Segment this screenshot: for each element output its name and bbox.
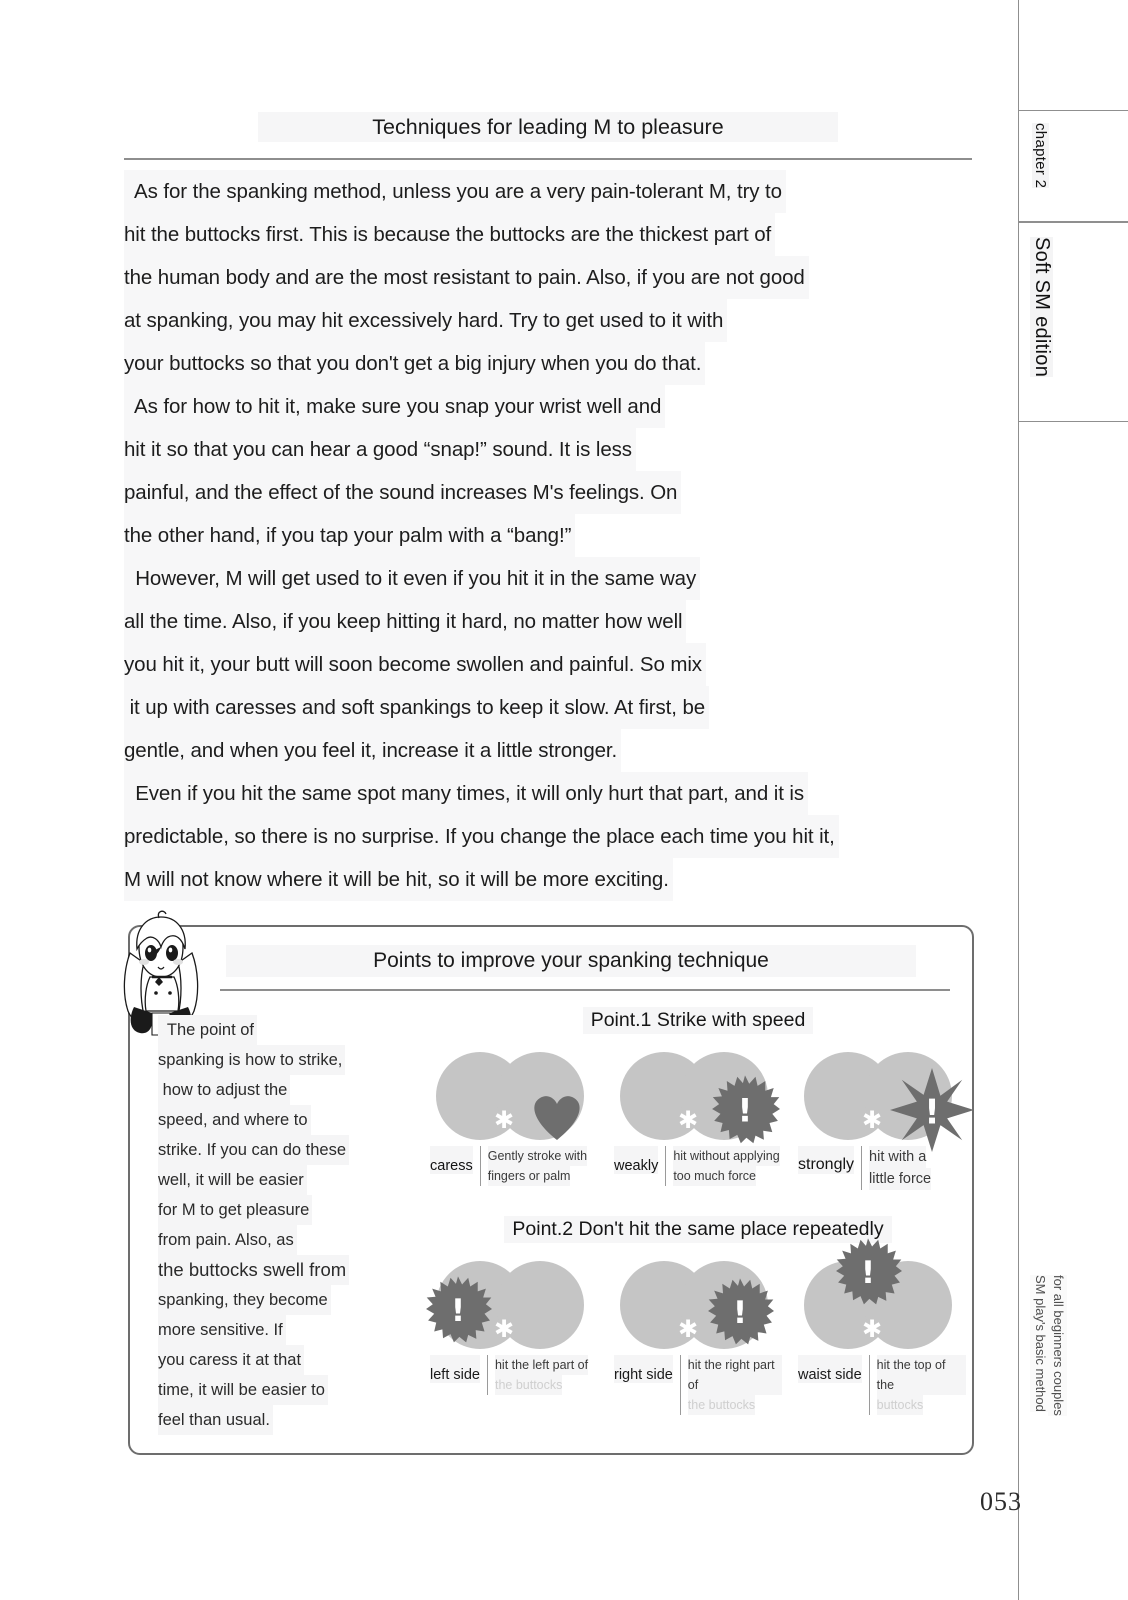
body-line: at spanking, you may hit excessively hard. Try to get used to it with [124, 299, 727, 342]
body-line: However, M will get used to it even if you hit it in the same way [124, 557, 700, 600]
body-copy [124, 170, 974, 901]
caption-divider [680, 1355, 681, 1415]
caption-divider [665, 1146, 666, 1186]
exclamation-icon: ! [732, 1295, 748, 1332]
point2-description [495, 1355, 588, 1395]
point1-description [488, 1146, 587, 1186]
caption-divider [487, 1355, 488, 1395]
caption-divider [869, 1355, 870, 1415]
point2-keyword: right side [614, 1355, 673, 1383]
desc-line-1: hit the top of the [877, 1355, 966, 1395]
point2-caption-waist-side [798, 1355, 966, 1415]
exclamation-icon: ! [450, 1293, 466, 1330]
burst-small-mark [710, 1074, 780, 1144]
point2-keyword: left side [430, 1355, 480, 1383]
point2-caption-right-side [614, 1355, 782, 1415]
body-line: all the time. Also, if you keep hitting it hard, no matter how well [124, 600, 686, 643]
point2-item-waist-side [798, 1255, 966, 1415]
footer-rail-line1: SM play's basic method [1030, 1275, 1049, 1412]
desc-line-1: hit without applying [673, 1146, 779, 1166]
body-line: hit the buttocks first. This is because the buttocks are the thickest part of [124, 213, 775, 256]
body-line: it up with caresses and soft spankings to keep it slow. At first, be [124, 686, 709, 729]
point1-caption-weakly [614, 1146, 782, 1186]
caption-divider [480, 1146, 481, 1186]
page-title: Techniques for leading M to pleasure [258, 112, 838, 142]
asterisk-icon: ✱ [677, 1315, 699, 1343]
point1-heading: Point.1 Strike with speed [583, 1007, 814, 1034]
body-line: gentle, and when you feel it, increase it a little stronger. [124, 729, 621, 772]
panel-side-line: The point of [158, 1015, 257, 1045]
heart-mark [526, 1082, 588, 1144]
panel-side-line: you caress it at that [158, 1345, 304, 1375]
desc-line-1: hit the left part of [495, 1355, 588, 1375]
desc-line-1: hit with a [869, 1146, 926, 1168]
body-line: painful, and the effect of the sound increases M's feelings. On [124, 471, 681, 514]
caption-divider [861, 1146, 862, 1190]
panel-side-line: the buttocks swell from [158, 1255, 349, 1285]
panel-side-text [158, 1015, 420, 1435]
side-tab-chapter-label: chapter 2 [1032, 123, 1049, 189]
point1-row [430, 1046, 966, 1190]
desc-line-2: little force [869, 1168, 931, 1190]
footer-rail-text [1030, 1275, 1049, 1412]
point1-keyword: strongly [798, 1146, 854, 1174]
body-line: the other hand, if you tap your palm with a “bang!” [124, 514, 575, 557]
side-tab-edition [1018, 222, 1128, 422]
body-line: predictable, so there is no surprise. If you change the place each time you hit it, [124, 815, 839, 858]
point1-keyword: caress [430, 1146, 473, 1174]
panel-side-line: how to adjust the [158, 1075, 290, 1105]
panel-side-line: from pain. Also, as [158, 1225, 297, 1255]
point1-description [869, 1146, 931, 1190]
asterisk-icon: ✱ [861, 1106, 883, 1134]
desc-line-2: buttocks [877, 1395, 924, 1415]
point2-keyword: waist side [798, 1355, 862, 1383]
panel-side-line: speed, and where to [158, 1105, 311, 1135]
body-line: As for the spanking method, unless you are a very pain-tolerant M, try to [124, 170, 786, 213]
exclamation-icon: ! [737, 1091, 753, 1130]
title-divider [124, 158, 972, 160]
point2-caption-left-side [430, 1355, 598, 1395]
burst-spiky-mark [890, 1068, 974, 1152]
point2-row [430, 1255, 966, 1415]
burst-small-mark [424, 1275, 492, 1343]
body-line: Even if you hit the same spot many times, it will only hurt that part, and it is [124, 772, 808, 815]
panel-side-line: more sensitive. If [158, 1315, 286, 1345]
point1-caption-caress [430, 1146, 598, 1186]
point2-item-right-side [614, 1255, 782, 1415]
body-line: M will not know where it will be hit, so it will be more exciting. [124, 858, 673, 901]
body-line: your buttocks so that you don't get a big injury when you do that. [124, 342, 705, 385]
point1-item-caress [430, 1046, 598, 1190]
points-panel [128, 925, 974, 1455]
panel-side-line: spanking, they become [158, 1285, 331, 1315]
desc-line-2: the buttocks [495, 1375, 562, 1395]
burst-small-mark [834, 1237, 902, 1305]
asterisk-icon: ✱ [677, 1106, 699, 1134]
footer-rail-line2: for all beginners couples [1048, 1275, 1067, 1416]
panel-title-divider [220, 989, 950, 991]
panel-side-line: time, it will be easier to [158, 1375, 328, 1405]
point2-heading: Point.2 Don't hit the same place repeatedly [504, 1216, 891, 1243]
body-line: the human body and are the most resistant to pain. Also, if you are not good [124, 256, 809, 299]
point1-caption-strongly [798, 1146, 966, 1190]
desc-line-1: Gently stroke with [488, 1146, 587, 1166]
body-line: hit it so that you can hear a good “snap!” sound. It is less [124, 428, 636, 471]
panel-side-line: for M to get pleasure [158, 1195, 312, 1225]
asterisk-icon: ✱ [493, 1315, 515, 1343]
burst-small-mark [706, 1277, 774, 1345]
desc-line-2: fingers or palm [488, 1166, 571, 1186]
footer-rail-text-2 [1048, 1275, 1067, 1416]
body-line: As for how to hit it, make sure you snap your wrist well and [124, 385, 665, 428]
desc-line-1: hit the right part of [688, 1355, 782, 1395]
panel-side-line: well, it will be easier [158, 1165, 307, 1195]
page-number: 053 [980, 1487, 1022, 1516]
desc-line-2: too much force [673, 1166, 756, 1186]
panel-side-line: strike. If you can do these [158, 1135, 349, 1165]
side-tab-chapter [1018, 110, 1128, 222]
exclamation-icon: ! [860, 1255, 876, 1292]
point1-item-strongly [798, 1046, 966, 1190]
point1-item-weakly [614, 1046, 782, 1190]
panel-side-line: feel than usual. [158, 1405, 273, 1435]
asterisk-icon: ✱ [861, 1315, 883, 1343]
side-tab-edition-label: Soft SM edition [1031, 237, 1053, 378]
point1-description [673, 1146, 779, 1186]
point2-item-left-side [430, 1255, 598, 1415]
point1-keyword: weakly [614, 1146, 658, 1174]
point2-description [688, 1355, 782, 1415]
body-line: you hit it, your butt will soon become swollen and painful. So mix [124, 643, 706, 686]
diagram-column [430, 1007, 966, 1415]
panel-side-line: spanking is how to strike, [158, 1045, 345, 1075]
panel-title: Points to improve your spanking technique [226, 945, 916, 977]
asterisk-icon: ✱ [493, 1106, 515, 1134]
desc-line-2: the buttocks [688, 1395, 755, 1415]
point2-description [877, 1355, 966, 1415]
exclamation-icon: ! [924, 1092, 940, 1132]
